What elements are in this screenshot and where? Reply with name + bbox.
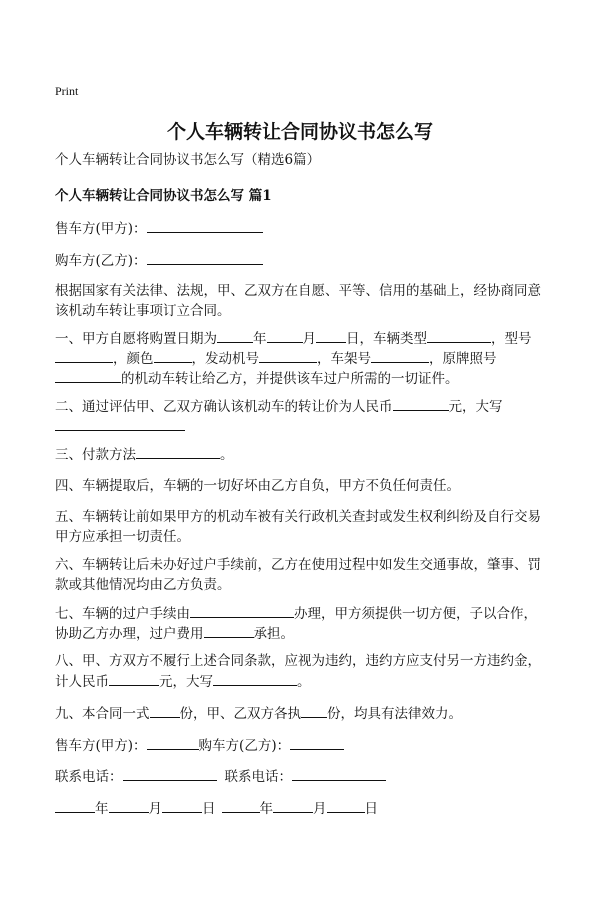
buyer-line [55,250,575,272]
contact-label-b: 联系电话： [224,769,292,785]
sign-seller-label: 售车方(甲方)： [55,738,147,754]
blank [136,444,220,459]
clause-7-text: 七、车辆的过户手续由 [55,606,190,622]
blank [154,348,192,363]
frame-text: ，车架号 [317,351,371,367]
clause-6-line-2: 款或其他情况均由乙方负责。 [55,577,231,593]
blank [213,671,297,686]
blank [273,798,313,813]
blank [190,603,294,618]
date-day-2: 日 [364,801,378,817]
date-line [55,798,575,820]
blank [217,328,253,343]
clause-8-text-b: 元，大写 [159,674,213,690]
clause-8-end: 。 [297,674,311,690]
clause-1-line-2 [55,348,575,370]
blank [55,348,113,363]
clause-2-line-1 [55,396,575,418]
blank [371,348,429,363]
blank [123,766,217,781]
contact-line [55,766,575,788]
clause-6-line-1: 六、车辆转让后未办好过户手续前，乙方在使用过程中如发生交通事故，肇事、罚 [55,557,541,573]
clause-1-line-3 [55,368,575,390]
date-month: 月 [148,801,162,817]
blank [327,798,365,813]
clause-5-line-2: 甲方应承担一切责任。 [55,529,190,545]
clause-9-text-a: 九、本合同一式 [55,706,150,722]
date-year-2: 年 [259,801,273,817]
blank [290,735,344,750]
blank [109,798,149,813]
clause-2-text: 二、通过评估甲、乙双方确认该机动车的转让价为人民币 [55,399,393,415]
print-label: Print [55,84,79,98]
blank [292,766,386,781]
clause-9-text-c: 份，均具有法律效力。 [327,706,462,722]
buyer-blank [147,250,263,265]
clause-1-end: 的机动车转让给乙方，并提供该车过户所需的一切证件。 [121,371,459,387]
month-text: 月 [302,331,316,347]
model-text: ，型号 [491,331,532,347]
blank [393,396,449,411]
blank [162,798,202,813]
preamble-line-1: 根据国家有关法律、法规，甲、乙双方在自愿、平等、信用的基础上，经协商同意 [55,283,541,299]
clause-1-line-1 [55,328,575,350]
blank [204,623,254,638]
blank [55,798,95,813]
clause-1-text: 一、甲方自愿将购置日期为 [55,331,217,347]
clause-3 [55,444,575,466]
clause-4: 四、车辆提取后，车辆的一切好坏由乙方自负，甲方不负任何责任。 [55,478,460,494]
clause-9-text-b: 份，甲、乙双方各执 [179,706,301,722]
day-text: 日，车辆类型 [346,331,427,347]
blank [301,703,327,718]
year-text: 年 [253,331,267,347]
subtitle: 个人车辆转让合同协议书怎么写（精选6篇） [55,152,321,168]
signature-line [55,735,575,757]
preamble-line-2: 该机动车转让事项订立合同。 [55,303,231,319]
date-year: 年 [95,801,109,817]
blank [259,348,317,363]
sign-buyer-label: 购车方(乙方)： [198,738,291,754]
clause-7-line-2 [55,623,575,645]
document-title: 个人车辆转让合同协议书怎么写 [166,121,433,143]
blank [316,328,346,343]
plate-text: ，原牌照号 [429,351,497,367]
blank [55,416,185,431]
clause-3-text: 三、付款方法 [55,447,136,463]
blank [267,328,303,343]
clause-7-text-b: 办理，甲方须提供一切方便，子以合作， [294,606,537,622]
seller-line [55,218,575,240]
blank [150,703,180,718]
contact-label-a: 联系电话： [55,769,123,785]
date-month-2: 月 [313,801,327,817]
clause-8-text-a: 计人民币 [55,674,109,690]
clause-2-text-b: 元，大写 [448,399,503,415]
clause-7-text-c: 协助乙方办理，过户费用 [55,626,204,642]
blank [109,671,159,686]
clause-3-end: 。 [220,447,234,463]
buyer-label: 购车方(乙方)： [55,253,147,269]
blank [147,735,199,750]
clause-9 [55,703,575,725]
seller-label: 售车方(甲方)： [55,221,147,237]
blank [427,328,491,343]
clause-8-line-1: 八、甲、方双方不履行上述合同条款，应视为违约，违约方应支付另一方违约金， [55,653,541,669]
clause-2-line-2 [55,416,575,438]
clause-7-text-d: 承担。 [253,626,294,642]
engine-text: ，发动机号 [191,351,259,367]
blank [222,798,260,813]
date-day: 日 [202,801,216,817]
seller-blank [147,218,263,233]
clause-5-line-1: 五、车辆转让前如果甲方的机动车被有关行政机关查封或发生权利纠纷及自行交易 [55,509,541,525]
blank [55,368,121,383]
section-heading: 个人车辆转让合同协议书怎么写 篇1 [55,188,272,204]
clause-7-line-1 [55,603,575,625]
color-text: ，颜色 [113,351,154,367]
clause-8-line-2 [55,671,575,693]
